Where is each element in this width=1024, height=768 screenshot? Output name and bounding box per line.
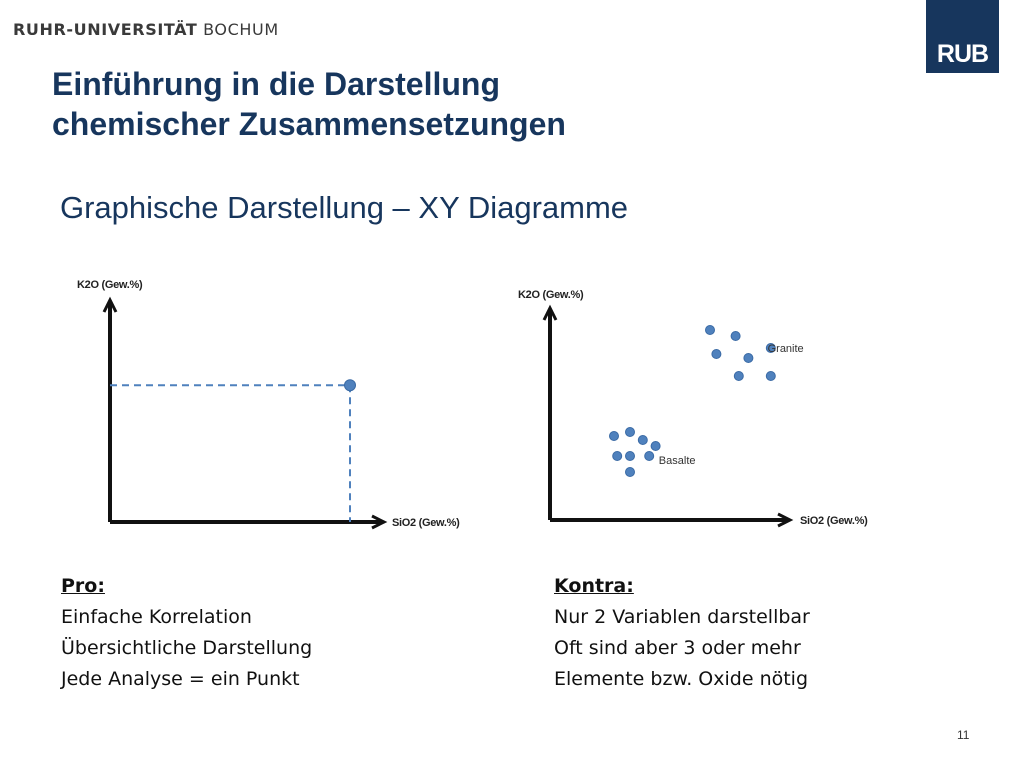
data-point-granite: [706, 326, 715, 335]
data-point-basalte: [626, 452, 635, 461]
university-name: [13, 20, 279, 39]
data-point-granite: [734, 372, 743, 381]
data-point-basalte: [638, 436, 647, 445]
data-point-basalte: [626, 428, 635, 437]
data-point-basalte: [645, 452, 654, 461]
data-point-granite: [712, 350, 721, 359]
x-axis-label: SiO2 (Gew.%): [392, 517, 460, 529]
slide-subtitle: Graphische Darstellung – XY Diagramme: [60, 190, 629, 225]
pro-item: Übersichtliche Darstellung: [61, 637, 313, 659]
contra-item: Nur 2 Variablen darstellbar: [554, 606, 810, 628]
cluster-label-basalte: Basalte: [658, 455, 696, 467]
data-point-basalte: [651, 442, 660, 451]
slide-title: [52, 64, 566, 144]
contra-item: Elemente bzw. Oxide nötig: [554, 668, 809, 690]
pro-heading: Pro:: [61, 575, 105, 597]
contra-heading: Kontra:: [554, 575, 634, 597]
pro-item: Einfache Korrelation: [61, 606, 252, 628]
data-point-basalte: [613, 452, 622, 461]
pro-block: [61, 571, 312, 695]
y-axis-label: K2O (Gew.%): [518, 289, 584, 301]
university-name-bold: RUHR-UNIVERSITÄT: [13, 20, 198, 39]
data-point-granite: [731, 332, 740, 341]
data-point-granite: [766, 372, 775, 381]
pro-item: Jede Analyse = ein Punkt: [61, 668, 300, 690]
cluster-label-granite: Granite: [767, 343, 804, 355]
contra-item: Oft sind aber 3 oder mehr: [554, 637, 801, 659]
xy-diagram-single-point: [60, 270, 490, 540]
university-name-rest: BOCHUM: [197, 20, 279, 39]
slide-title-line-1: Einführung in die Darstellung: [52, 66, 500, 102]
data-point-basalte: [626, 468, 635, 477]
x-axis-label: SiO2 (Gew.%): [800, 515, 868, 527]
xy-diagram-granite-basalt: [500, 280, 890, 540]
contra-block: [554, 571, 810, 695]
data-point: [345, 380, 356, 391]
data-point-granite: [744, 354, 753, 363]
data-point-basalte: [610, 432, 619, 441]
y-axis-label: K2O (Gew.%): [77, 279, 143, 291]
page-number: 11: [957, 728, 970, 742]
slide-title-line-2: chemischer Zusammensetzungen: [52, 106, 566, 142]
rub-logo: RUB: [926, 0, 999, 73]
